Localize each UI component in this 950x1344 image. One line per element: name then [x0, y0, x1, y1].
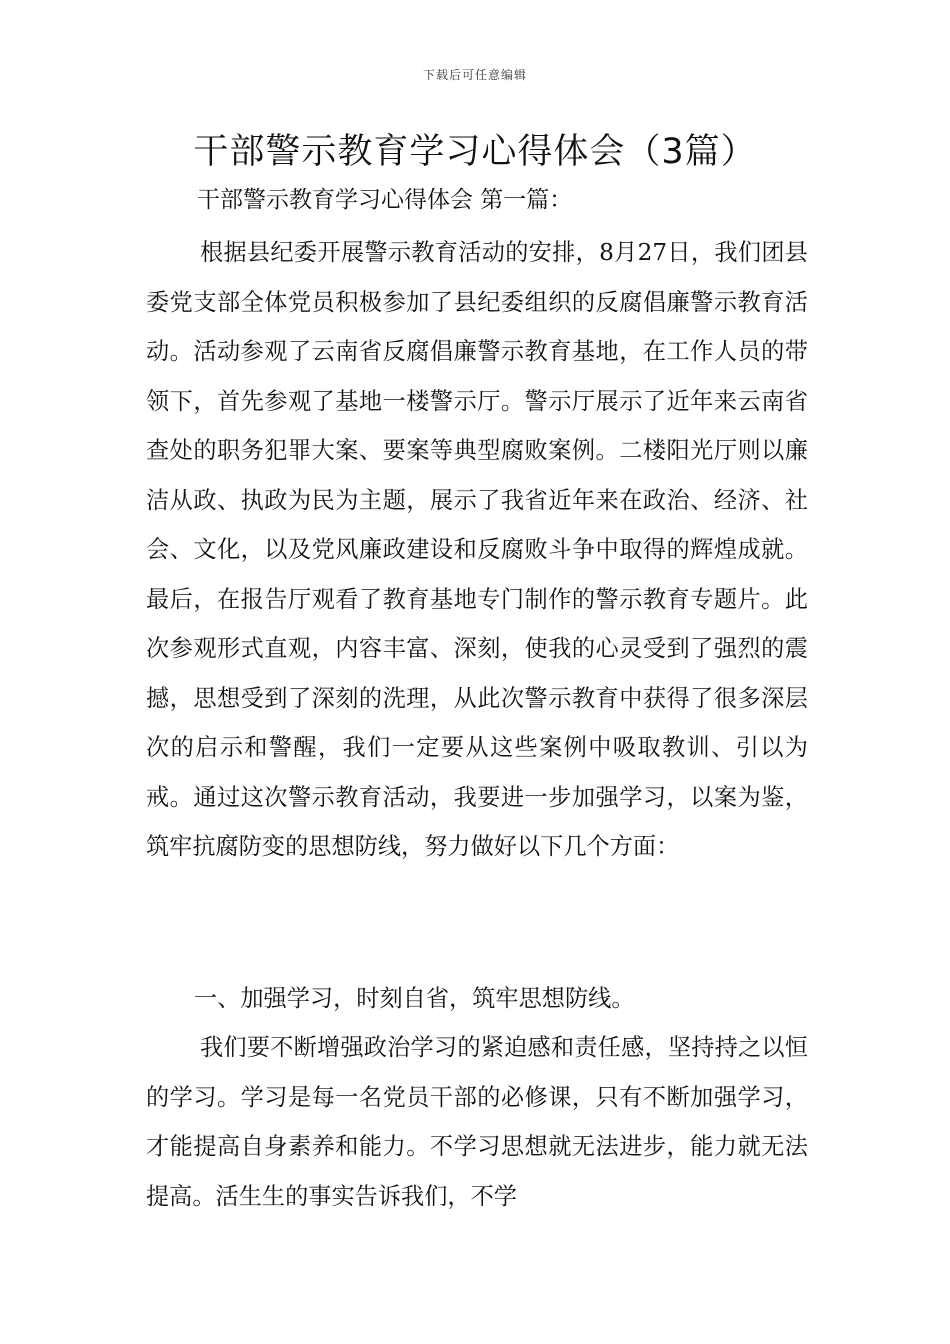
paragraph-study: 我们要不断增强政治学习的紧迫感和责任感，坚持持之以恒的学习。学习是每一名党员干部的必修课，只有不断加强学习，才能提高自身素养和能力。不学习思想就无法进步，能力就无法提高。活生生的事实告诉我们，不学	[146, 1034, 808, 1210]
section-subtitle: 干部警示教育学习心得体会 第一篇：	[197, 187, 573, 213]
paragraph-intro: 根据县纪委开展警示教育活动的安排，8月27日，我们团县委党支部全体党员积极参加了县纪委组织的反腐倡廉警示教育活动。活动参观了云南省反腐倡廉警示教育基地，在工作人员的带领下，首先参观了基地一楼警示厅。警示厅展示了近年来云南省查处的职务犯罪大案、要案等典型腐败案例。二楼阳光厅则以廉洁从政、执政为民为主题，展示了我省近年来在政治、经济、社会、文化，以及党风廉政建设和反腐败斗争中取得的辉煌成就。最后，在报告厅观看了教育基地专门制作的警示教育专题片。此次参观形式直观，内容丰富、深刻，使我的心灵受到了强烈的震撼，思想受到了深刻的洗理，从此次警示教育中获得了很多深层次的启示和警醒，我们一定要从这些案例中吸取教训、引以为戒。通过这次警示教育活动，我要进一步加强学习，以案为鉴，筑牢抗腐防变的思想防线，努力做好以下几个方面：	[146, 239, 808, 860]
document-title: 干部警示教育学习心得体会（3篇）	[193, 132, 757, 172]
header-note: 下载后可任意编辑	[422, 68, 527, 82]
paragraph-heading-one: 一、加强学习，时刻自省，筑牢思想防线。	[194, 985, 635, 1012]
